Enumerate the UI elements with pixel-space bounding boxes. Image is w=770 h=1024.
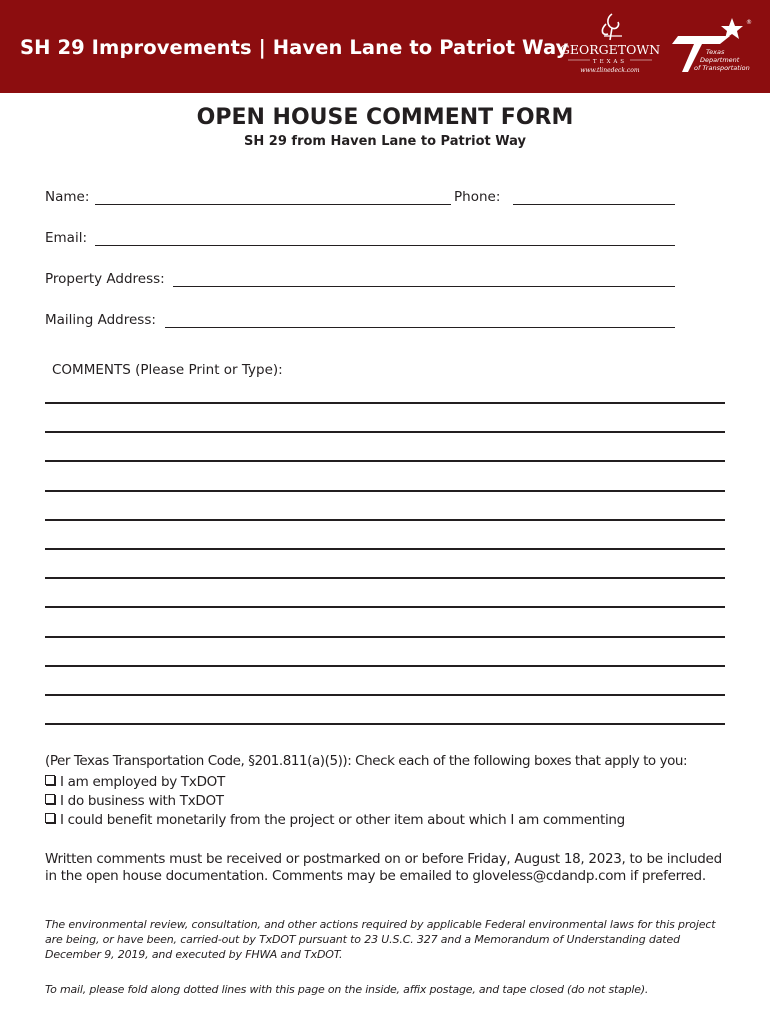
name-field[interactable] <box>95 204 451 205</box>
mailing-address-row <box>45 312 675 332</box>
property-address-field[interactable] <box>173 286 675 287</box>
mailing-instructions: To mail, please fold along dotted lines with this page on the inside, affix postage, and tape closed (do not staple). <box>45 983 649 996</box>
georgetown-logo <box>560 10 660 80</box>
checkbox-label: I do business with TxDOT <box>60 793 224 809</box>
georgetown-logo-name: GEORGETOWN <box>560 42 660 57</box>
svg-text:®: ® <box>746 19 752 26</box>
disclosure-intro: (Per Texas Transportation Code, §201.811(a)(5)): Check each of the following boxes that apply to you: <box>45 753 688 769</box>
txdot-logo-line1: Texas <box>706 48 725 56</box>
mailing-address-label: Mailing Address: <box>45 312 156 328</box>
mailing-address-field[interactable] <box>165 327 675 328</box>
checkbox-employed-txdot[interactable] <box>45 774 225 790</box>
comment-line[interactable] <box>45 577 725 579</box>
email-label: Email: <box>45 230 88 246</box>
comment-line[interactable] <box>45 519 725 521</box>
comment-line[interactable] <box>45 460 725 462</box>
txdot-logo-line2: Department <box>700 56 740 64</box>
checkbox-icon[interactable] <box>45 794 55 804</box>
checkbox-benefit-monetarily[interactable] <box>45 812 625 828</box>
page-banner-title: SH 29 Improvements | Haven Lane to Patriot Way <box>20 36 569 59</box>
comment-line[interactable] <box>45 694 725 696</box>
name-phone-row <box>45 189 675 209</box>
checkbox-label: I could benefit monetarily from the project or other item about which I am commenting <box>60 812 625 828</box>
checkbox-label: I am employed by TxDOT <box>60 774 225 790</box>
deadline-note: Written comments must be received or postmarked on or before Friday, August 18, 2023, to be included in the open house documentation. Comments may be emailed to gloveless@cdandp.com if preferred. <box>45 851 722 884</box>
txdot-logo-line3: of Transportation <box>694 64 750 72</box>
comment-line[interactable] <box>45 665 725 667</box>
comment-line[interactable] <box>45 723 725 725</box>
checkbox-business-txdot[interactable] <box>45 793 224 809</box>
comment-line[interactable] <box>45 606 725 608</box>
georgetown-logo-state: TEXAS <box>592 59 628 65</box>
comment-line[interactable] <box>45 548 725 550</box>
name-label: Name: <box>45 189 90 205</box>
comment-line[interactable] <box>45 636 725 638</box>
property-address-label: Property Address: <box>45 271 165 287</box>
comment-line[interactable] <box>45 402 725 404</box>
form-title: OPEN HOUSE COMMENT FORM <box>196 105 574 130</box>
phone-label: Phone: <box>454 189 501 205</box>
txdot-logo <box>672 14 756 76</box>
checkbox-icon[interactable] <box>45 775 55 785</box>
comment-line[interactable] <box>45 431 725 433</box>
email-field[interactable] <box>95 245 675 246</box>
property-address-row <box>45 271 675 291</box>
form-subtitle: SH 29 from Haven Lane to Patriot Way <box>244 134 526 149</box>
comments-label: COMMENTS (Please Print or Type): <box>52 362 283 378</box>
comment-line[interactable] <box>45 490 725 492</box>
georgetown-logo-url: www.tlinedeck.com <box>580 67 640 74</box>
header-banner <box>0 0 770 93</box>
phone-field[interactable] <box>513 204 675 205</box>
checkbox-icon[interactable] <box>45 813 55 823</box>
environmental-note: The environmental review, consultation, and other actions required by applicable Federal environmental laws for this project are being, or have been, carried-out by TxDOT pursuant to 23 U.S.C. 327 and a Memorandum of Understanding dated December 9, 2019, and executed by FHWA and TxDOT. <box>45 918 716 961</box>
email-row <box>45 230 675 250</box>
